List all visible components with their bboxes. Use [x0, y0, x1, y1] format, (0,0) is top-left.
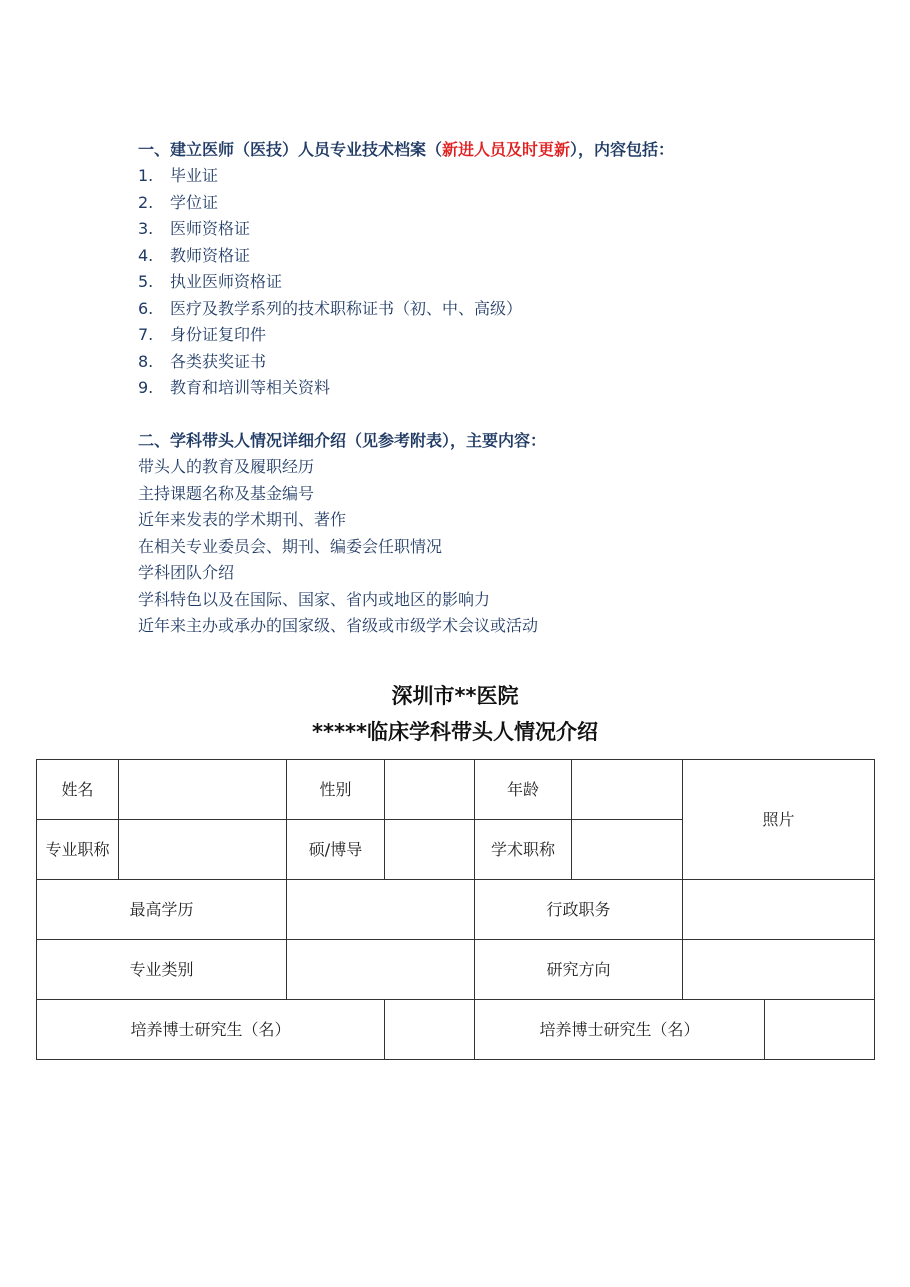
list-item: 近年来发表的学术期刊、著作 — [138, 510, 347, 529]
list-item-text: 医师资格证 — [170, 219, 251, 238]
list-item: 学科特色以及在国际、国家、省内或地区的影响力 — [138, 589, 491, 609]
list-item-text: 毕业证 — [170, 166, 219, 185]
phd-train-label-2: 培养博士研究生（名） — [475, 1000, 765, 1060]
list-item-number: 3. — [138, 219, 154, 238]
section2-list — [138, 454, 538, 640]
list-item-number: 6. — [138, 298, 154, 318]
list-item — [138, 243, 522, 270]
list-item-text: 各类获奖证书 — [170, 351, 267, 371]
form-title-line2: *****临床学科带头人情况介绍 — [312, 720, 598, 744]
list-item-number: 5. — [138, 272, 154, 291]
academic-title-value-cell[interactable] — [572, 820, 683, 880]
academic-title-label: 学术职称 — [475, 820, 572, 880]
list-item — [138, 190, 522, 217]
list-item-text: 教育和培训等相关资料 — [170, 378, 331, 397]
list-item: 带头人的教育及履职经历 — [138, 457, 315, 476]
education-label: 最高学历 — [37, 880, 287, 940]
name-label: 姓名 — [37, 760, 119, 820]
section1-heading — [138, 140, 674, 160]
list-item — [138, 349, 522, 376]
list-item-text: 教师资格证 — [170, 245, 251, 265]
list-item: 主持课题名称及基金编号 — [138, 483, 315, 503]
list-item — [138, 216, 522, 243]
list-item-text: 执业医师资格证 — [170, 272, 283, 291]
phd-train-label-1: 培养博士研究生（名） — [37, 1000, 385, 1060]
list-item-text: 身份证复印件 — [170, 325, 267, 344]
section1-heading-after: ），内容包括： — [570, 140, 675, 159]
list-item — [138, 163, 522, 190]
admin-post-value-cell[interactable] — [683, 880, 875, 940]
research-value-cell[interactable] — [683, 940, 875, 1000]
section1-heading-highlight: 新进人员及时更新 — [442, 140, 571, 159]
age-value-cell[interactable] — [572, 760, 683, 820]
section1-list — [138, 163, 522, 402]
education-value-cell[interactable] — [287, 880, 475, 940]
list-item-number: 9. — [138, 378, 154, 397]
list-item — [138, 375, 522, 402]
list-item: 近年来主办或承办的国家级、省级或市级学术会议或活动 — [138, 616, 539, 635]
list-item — [138, 322, 522, 349]
list-item: 学科团队介绍 — [138, 563, 235, 582]
supervisor-label: 硕/博导 — [287, 820, 385, 880]
table-row — [37, 1000, 875, 1060]
photo-cell[interactable]: 照片 — [683, 760, 875, 880]
form-title-line1: 深圳市**医院 — [391, 684, 519, 708]
list-item-text: 医疗及教学系列的技术职称证书（初、中、高级） — [170, 298, 523, 318]
section2-heading: 二、学科带头人情况详细介绍（见参考附表），主要内容： — [138, 431, 547, 450]
list-item — [138, 269, 522, 296]
list-item: 在相关专业委员会、期刊、编委会任职情况 — [138, 536, 443, 556]
phd-train-value-cell-2[interactable] — [765, 1000, 875, 1060]
list-item — [138, 296, 522, 323]
prof-title-value-cell[interactable] — [119, 820, 287, 880]
gender-label: 性别 — [287, 760, 385, 820]
supervisor-value-cell[interactable] — [385, 820, 475, 880]
age-label: 年龄 — [475, 760, 572, 820]
leader-info-table — [36, 759, 875, 1060]
phd-train-value-cell-1[interactable] — [385, 1000, 475, 1060]
gender-value-cell[interactable] — [385, 760, 475, 820]
list-item-number: 4. — [138, 245, 154, 265]
table-row — [37, 880, 875, 940]
list-item-number: 2. — [138, 192, 154, 212]
table-row — [37, 760, 875, 820]
admin-post-label: 行政职务 — [475, 880, 683, 940]
prof-title-label: 专业职称 — [37, 820, 119, 880]
name-value-cell[interactable] — [119, 760, 287, 820]
list-item-number: 7. — [138, 325, 154, 344]
list-item-number: 1. — [138, 166, 154, 185]
section1-heading-before: 一、建立医师（医技）人员专业技术档案（ — [138, 140, 443, 159]
research-label: 研究方向 — [475, 940, 683, 1000]
specialty-value-cell[interactable] — [287, 940, 475, 1000]
list-item-text: 学位证 — [170, 192, 219, 212]
table-row — [37, 940, 875, 1000]
list-item-number: 8. — [138, 351, 154, 371]
specialty-label: 专业类别 — [37, 940, 287, 1000]
